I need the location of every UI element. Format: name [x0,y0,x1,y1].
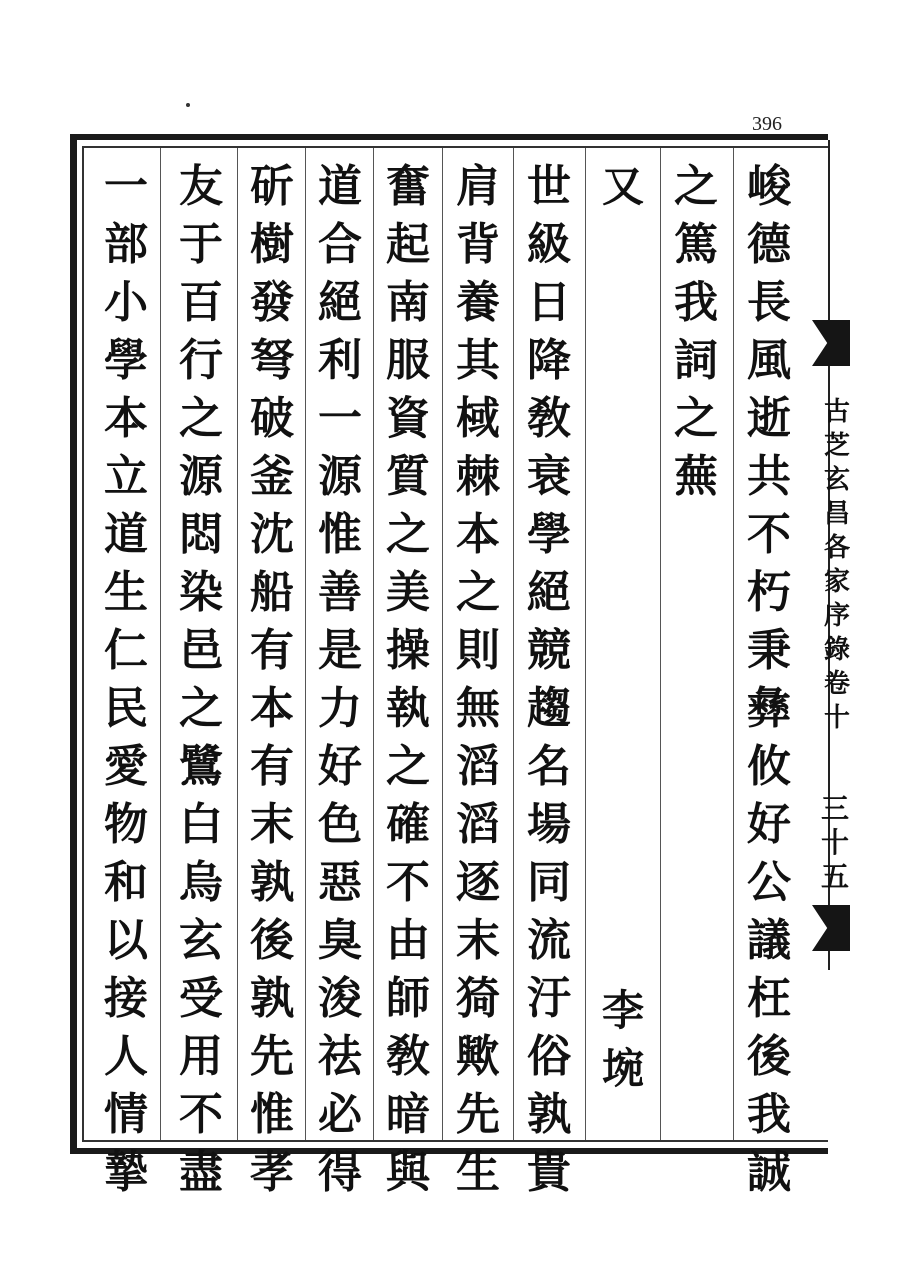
column-character: 本 [456,509,500,560]
column-character: 流 [527,915,571,966]
banxin-character: 家 [824,567,851,597]
column-character: 船 [250,567,294,618]
column-character: 後 [250,915,294,966]
column-rule [513,148,514,1140]
column-character: 祛 [318,1031,362,1082]
column-character: 利 [318,335,362,386]
column-character: 以 [104,915,148,966]
column-character: 道 [104,509,148,560]
column-character: 民 [104,683,148,734]
column-character: 蕪 [674,451,718,502]
column-character: 好 [318,741,362,792]
column-character: 級 [527,219,571,270]
column-character: 立 [104,451,148,502]
column-character: 場 [527,799,571,850]
column-character: 源 [179,451,223,502]
column-character: 之 [674,161,718,212]
text-column [170,158,232,1198]
banxin-folio [820,792,850,894]
column-character: 合 [318,219,362,270]
column-character: 沈 [250,509,294,560]
column-character: 本 [104,393,148,444]
column-character: 孝 [250,1147,294,1198]
column-character: 競 [527,625,571,676]
column-character: 誠 [747,1147,791,1198]
folio-character: 五 [820,860,849,893]
column-character: 于 [179,219,223,270]
column-character: 美 [386,567,430,618]
column-character: 末 [456,915,500,966]
column-character: 背 [456,219,500,270]
column-character: 同 [527,857,571,908]
column-character: 鷺 [179,741,223,792]
column-character: 肩 [456,161,500,212]
column-character: 其 [456,335,500,386]
column-character: 又 [601,162,644,211]
column-character: 臭 [318,915,362,966]
column-character: 攸 [747,741,791,792]
column-character: 百 [179,277,223,328]
folio-character: 三 [820,792,849,825]
text-column [665,158,727,1138]
column-rule [160,148,161,1140]
column-character: 我 [674,277,718,328]
column-character: 斫 [250,161,294,212]
column-character: 絕 [527,567,571,618]
text-column [738,158,800,1198]
page-number: 396 [752,113,782,135]
column-character: 滔 [456,741,500,792]
banxin-character: 錄 [824,635,851,665]
column-character: 孰 [250,973,294,1024]
column-character: 議 [747,915,791,966]
text-column [377,158,439,1198]
column-character: 暗 [386,1089,430,1140]
column-character: 南 [386,277,430,328]
column-character: 秉 [747,625,791,676]
column-character: 部 [104,219,148,270]
column-character: 質 [386,451,430,502]
column-character: 之 [456,567,500,618]
column-character: 盡 [179,1147,223,1198]
column-character: 有 [250,741,294,792]
column-character: 日 [527,277,571,328]
column-character: 生 [456,1147,500,1198]
column-character: 世 [527,161,571,212]
column-rule [585,148,586,1140]
column-character: 惟 [318,509,362,560]
banxin-character: 古 [824,397,851,427]
column-character: 是 [318,625,362,676]
column-character: 絕 [318,277,362,328]
column-character: 孰 [250,857,294,908]
column-character: 白 [179,799,223,850]
column-character: 人 [104,1031,148,1082]
column-character: 善 [318,567,362,618]
column-character: 貴 [527,1147,571,1198]
folio-character: 十 [820,826,849,859]
column-character: 我 [747,1089,791,1140]
column-rule [305,148,306,1140]
column-character: 執 [386,683,430,734]
column-character: 玄 [179,915,223,966]
column-character: 色 [318,799,362,850]
column-character: 力 [318,683,362,734]
column-character: 生 [104,567,148,618]
column-character: 物 [104,799,148,850]
column-character: 邑 [179,625,223,676]
column-character: 孰 [527,1089,571,1140]
column-character: 惟 [250,1089,294,1140]
column-character: 後 [747,1031,791,1082]
column-rule [733,148,734,1140]
text-column [592,158,654,1138]
column-character: 逐 [456,857,500,908]
column-character: 浚 [318,973,362,1024]
column-character: 滔 [456,799,500,850]
column-character: 之 [179,393,223,444]
column-character: 學 [527,509,571,560]
column-character: 仁 [104,625,148,676]
banxin-character: 昌 [824,499,851,529]
column-character: 得 [318,1147,362,1198]
column-rule [442,148,443,1140]
column-character: 逝 [747,393,791,444]
banxin-character: 芝 [824,431,851,461]
column-character: 降 [527,335,571,386]
column-character: 好 [747,799,791,850]
column-character: 奮 [386,161,430,212]
column-character: 敎 [527,393,571,444]
column-character: 一 [318,393,362,444]
column-character: 棘 [456,451,500,502]
column-character: 破 [250,393,294,444]
column-rule [660,148,661,1140]
column-character: 悶 [179,509,223,560]
column-character: 必 [318,1089,362,1140]
column-character: 詞 [674,335,718,386]
column-character: 由 [386,915,430,966]
text-column [518,158,580,1198]
column-character: 學 [104,335,148,386]
banxin-character: 玄 [824,465,851,495]
column-character: 不 [179,1089,223,1140]
text-column [309,158,371,1198]
column-character: 弩 [250,335,294,386]
column-character: 趨 [527,683,571,734]
column-character: 之 [386,509,430,560]
column-character: 源 [318,451,362,502]
author-character: 李 [601,986,644,1035]
column-character: 之 [179,683,223,734]
column-character: 染 [179,567,223,618]
column-character: 惡 [318,857,362,908]
column-character: 確 [386,799,430,850]
column-character: 長 [747,277,791,328]
column-character: 不 [747,509,791,560]
text-column [241,158,303,1198]
column-rule [373,148,374,1140]
column-character: 朽 [747,567,791,618]
column-character: 無 [456,683,500,734]
column-character: 敎 [386,1031,430,1082]
column-character: 愛 [104,741,148,792]
banxin-character: 十 [824,703,851,733]
column-character: 用 [179,1031,223,1082]
column-character: 汙 [527,973,571,1024]
column-character: 樹 [250,219,294,270]
column-character: 與 [386,1147,430,1198]
column-character: 發 [250,277,294,328]
banxin-title [824,395,850,735]
column-character: 和 [104,857,148,908]
column-character: 之 [674,393,718,444]
text-column [95,158,157,1198]
column-character: 小 [104,277,148,328]
column-character: 師 [386,973,430,1024]
column-character: 一 [104,161,148,212]
column-character: 歟 [456,1031,500,1082]
column-character: 不 [386,857,430,908]
column-character: 猗 [456,973,500,1024]
column-character: 操 [386,625,430,676]
column-character: 資 [386,393,430,444]
column-character: 則 [456,625,500,676]
ink-speck [186,103,190,107]
column-character: 末 [250,799,294,850]
column-character: 俗 [527,1031,571,1082]
column-character: 養 [456,277,500,328]
column-character: 彝 [747,683,791,734]
column-character: 篤 [674,219,718,270]
column-character: 有 [250,625,294,676]
column-character: 本 [250,683,294,734]
column-character: 棫 [456,393,500,444]
column-character: 衰 [527,451,571,502]
column-character: 先 [456,1089,500,1140]
banxin-character: 各 [824,533,851,563]
column-character: 摯 [104,1147,148,1198]
column-character: 釜 [250,451,294,502]
column-character: 先 [250,1031,294,1082]
column-character: 道 [318,161,362,212]
column-character: 德 [747,219,791,270]
column-character: 接 [104,973,148,1024]
column-character: 起 [386,219,430,270]
banxin-character: 卷 [824,669,851,699]
column-character: 烏 [179,857,223,908]
column-character: 友 [179,161,223,212]
text-column [447,158,509,1198]
column-rule [237,148,238,1140]
column-character: 風 [747,335,791,386]
banxin-character: 序 [824,601,851,631]
column-character: 公 [747,857,791,908]
column-character: 峻 [747,161,791,212]
column-character: 服 [386,335,430,386]
column-character: 枉 [747,973,791,1024]
column-character: 名 [527,741,571,792]
column-character: 共 [747,451,791,502]
column-character: 行 [179,335,223,386]
column-character: 之 [386,741,430,792]
column-character: 情 [104,1089,148,1140]
column-character: 受 [179,973,223,1024]
author-character: 埦 [601,1044,644,1093]
